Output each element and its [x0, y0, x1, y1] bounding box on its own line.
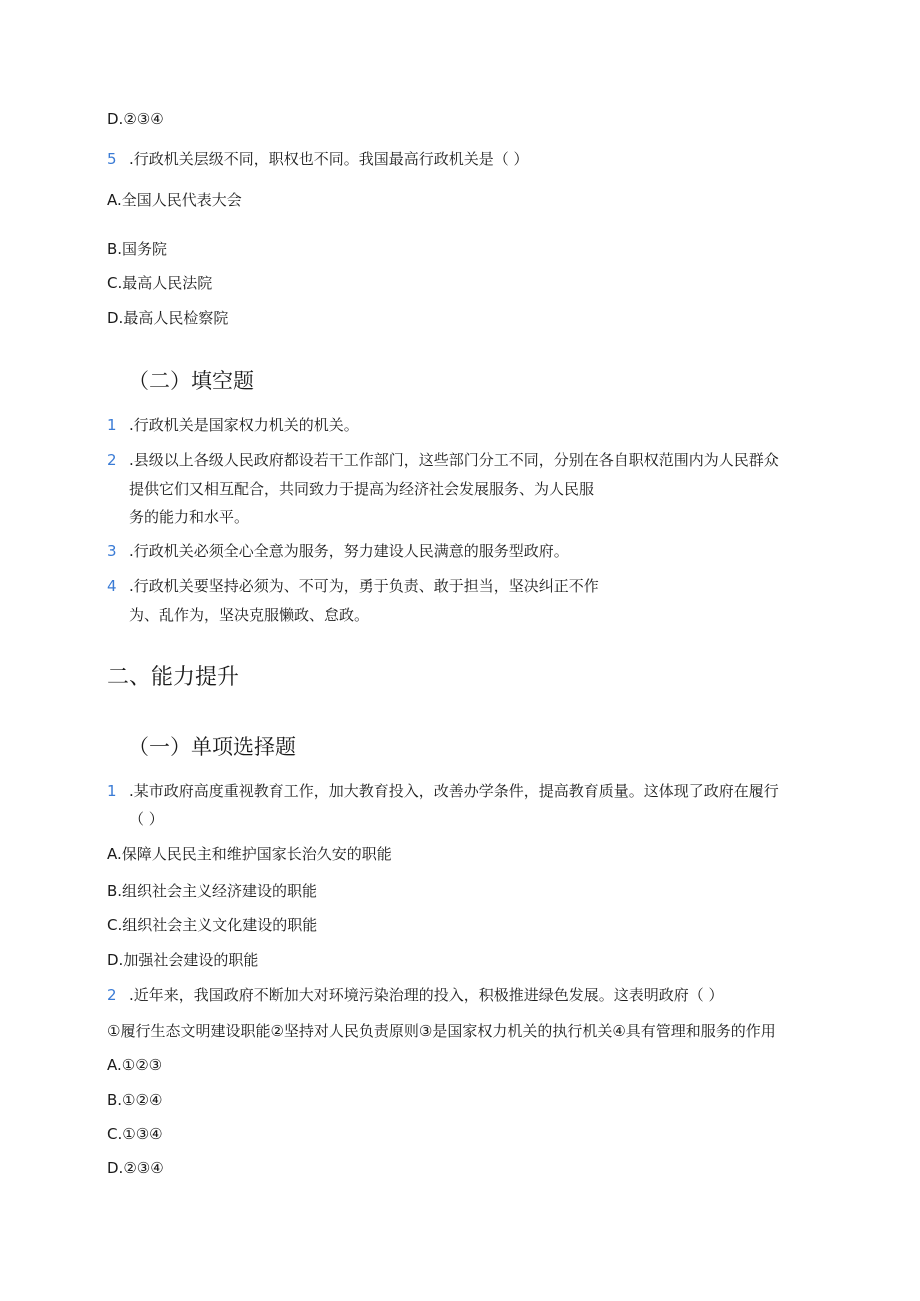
option-b: B.组织社会主义经济建设的职能	[107, 882, 318, 900]
blank-text-cont: 提供它们又相互配合，共同致力于提高为经济社会发展服务、为人民服	[129, 480, 595, 498]
blank-text: .行政机关要坚持必须为、不可为，勇于负责、敢于担当，坚决纠正不作	[129, 577, 599, 595]
option-b: B.①②④	[107, 1091, 163, 1109]
option-d: D.最高人民检察院	[107, 309, 229, 327]
option-b: B.国务院	[107, 240, 168, 258]
option-d: D.加强社会建设的职能	[107, 951, 259, 969]
blank-text: .行政机关是国家权力机关的机关。	[129, 416, 359, 434]
blank-number: 3	[107, 542, 117, 560]
option-c: C.①③④	[107, 1125, 163, 1143]
blank-text-cont: 务的能力和水平。	[129, 508, 250, 526]
statements: ①履行生态文明建设职能②坚持对人民负责原则③是国家权力机关的执行机关④具有管理和服务的作用	[107, 1022, 776, 1040]
question-number: 5	[107, 150, 117, 168]
blank-number: 4	[107, 577, 117, 595]
blank-text: .县级以上各级人民政府都设若干工作部门，这些部门分工不同，分别在各自职权范围内为人民群众	[129, 451, 779, 469]
question-text: .近年来，我国政府不断加大对环境污染治理的投入，积极推进绿色发展。这表明政府（ ）	[129, 986, 724, 1004]
blank-text: .行政机关必须全心全意为服务，努力建设人民满意的服务型政府。	[129, 542, 569, 560]
option-a: A.全国人民代表大会	[107, 191, 242, 209]
section-heading: 二、能力提升	[107, 665, 240, 690]
question-number: 2	[107, 986, 117, 1004]
prev-option-d: D.②③④	[107, 110, 164, 128]
blank-number: 2	[107, 451, 117, 469]
question-text: .某市政府高度重视教育工作，加大教育投入，改善办学条件，提高教育质量。这体现了政府在履行	[129, 782, 779, 800]
choice-heading: （一）单项选择题	[128, 735, 296, 759]
question-text-cont: （ ）	[129, 810, 164, 828]
question-number: 1	[107, 782, 117, 800]
option-c: C.最高人民法院	[107, 274, 213, 292]
option-a: A.保障人民民主和维护国家长治久安的职能	[107, 845, 392, 863]
question-text: .行政机关层级不同，职权也不同。我国最高行政机关是（ ）	[129, 150, 529, 168]
option-d: D.②③④	[107, 1159, 164, 1177]
option-a: A.①②③	[107, 1056, 163, 1074]
blank-text-cont: 为、乱作为，坚决克服懒政、怠政。	[129, 606, 370, 624]
blank-number: 1	[107, 416, 117, 434]
fill-blank-heading: （二）填空题	[128, 369, 254, 393]
option-c: C.组织社会主义文化建设的职能	[107, 916, 318, 934]
